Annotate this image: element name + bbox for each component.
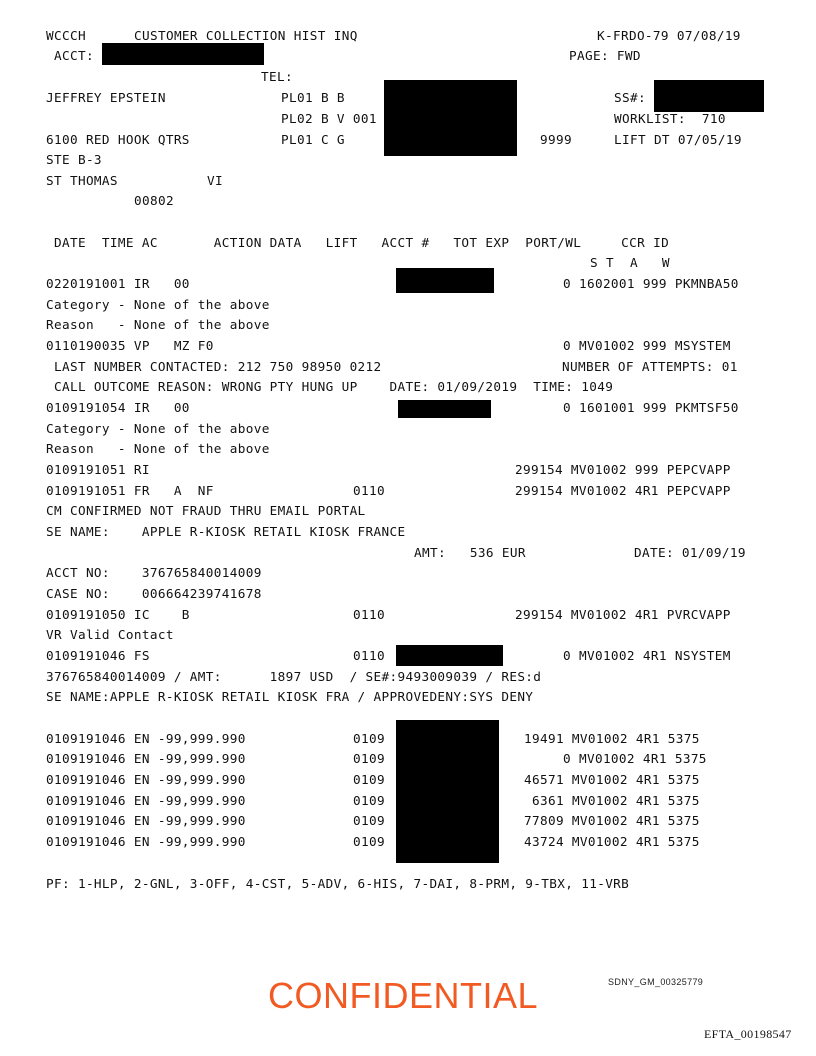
record-line: ACCT NO: 376765840014009 <box>46 565 262 580</box>
record-line: LAST NUMBER CONTACTED: 212 750 98950 0212 <box>46 359 382 374</box>
pl02-bv: PL02 B V 001 <box>281 111 377 126</box>
record-line: 299154 MV01002 4R1 PEPCVAPP <box>515 483 731 498</box>
record-line: AMT: 536 EUR <box>414 545 526 560</box>
ss-label: SS#: <box>614 90 646 105</box>
record-line: CASE NO: 006664239741678 <box>46 586 262 601</box>
tel-label: TEL: <box>261 69 293 84</box>
en-row-right: 6361 MV01002 4R1 5375 <box>532 793 700 808</box>
record-line: 0109191054 IR 00 <box>46 400 190 415</box>
customer-name: JEFFREY EPSTEIN <box>46 90 166 105</box>
lift-date: LIFT DT 07/05/19 <box>614 132 742 147</box>
en-row-lift: 0109 <box>353 751 385 766</box>
redaction-box <box>654 80 764 112</box>
code-9999: 9999 <box>540 132 572 147</box>
redaction-box <box>396 720 499 863</box>
record-line: 376765840014009 / AMT: 1897 USD / SE#:9493009039 / RES:d <box>46 669 542 684</box>
address-line2: STE B-3 <box>46 152 102 167</box>
en-row-lift: 0109 <box>353 813 385 828</box>
page-label: PAGE: FWD <box>569 48 641 63</box>
redaction-box <box>398 400 491 418</box>
record-line: DATE: 01/09/19 <box>634 545 746 560</box>
screen-code: WCCCH <box>46 28 86 43</box>
en-row-left: 0109191046 EN -99,999.990 <box>46 834 246 849</box>
record-line: CALL OUTCOME REASON: WRONG PTY HUNG UP DATE: 01/09/2019 TIME: 1049 <box>46 379 614 394</box>
efta-number: EFTA_00198547 <box>704 1027 792 1041</box>
en-row-lift: 0109 <box>353 834 385 849</box>
address-line1: 6100 RED HOOK QTRS <box>46 132 190 147</box>
record-line: Category - None of the above <box>46 297 270 312</box>
state: VI <box>207 173 223 188</box>
city: ST THOMAS <box>46 173 118 188</box>
record-line: 0 MV01002 4R1 NSYSTEM <box>563 648 731 663</box>
en-row-left: 0109191046 EN -99,999.990 <box>46 751 246 766</box>
bates-number: SDNY_GM_00325779 <box>608 977 704 987</box>
record-line: 0 MV01002 999 MSYSTEM <box>563 338 731 353</box>
record-line: 0109191050 IC B <box>46 607 190 622</box>
worklist: WORKLIST: 710 <box>614 111 726 126</box>
en-row-lift: 0109 <box>353 772 385 787</box>
record-line: 299154 MV01002 4R1 PVRCVAPP <box>515 607 731 622</box>
en-row-right: 77809 MV01002 4R1 5375 <box>524 813 700 828</box>
record-line: 0110190035 VP MZ F0 <box>46 338 214 353</box>
pl01-cg: PL01 C G <box>281 132 345 147</box>
en-row-left: 0109191046 EN -99,999.990 <box>46 772 246 787</box>
record-line: NUMBER OF ATTEMPTS: 01 <box>562 359 738 374</box>
confidential-stamp: CONFIDENTIAL <box>268 975 539 1016</box>
record-line: 0 1601001 999 PKMTSF50 <box>563 400 739 415</box>
record-line: 0109191051 FR A NF <box>46 483 214 498</box>
en-row-lift: 0109 <box>353 793 385 808</box>
record-line: 0109191051 RI <box>46 462 150 477</box>
record-line: 0110 <box>353 648 385 663</box>
column-header: DATE TIME AC ACTION DATA LIFT ACCT # TOT EXP PORT/WL CCR ID <box>46 235 670 250</box>
zip: 00802 <box>134 193 174 208</box>
pf-keys-line: PF: 1-HLP, 2-GNL, 3-OFF, 4-CST, 5-ADV, 6-HIS, 7-DAI, 8-PRM, 9-TBX, 11-VRB <box>46 876 630 891</box>
record-line: 299154 MV01002 999 PEPCVAPP <box>515 462 731 477</box>
record-line: VR Valid Contact <box>46 627 174 642</box>
record-line: 0110 <box>353 607 385 622</box>
en-row-right: 0 MV01002 4R1 5375 <box>563 751 707 766</box>
en-row-right: 46571 MV01002 4R1 5375 <box>524 772 700 787</box>
record-line: Reason - None of the above <box>46 317 270 332</box>
en-row-lift: 0109 <box>353 731 385 746</box>
record-line: 0 1602001 999 PKMNBA50 <box>563 276 739 291</box>
en-row-left: 0109191046 EN -99,999.990 <box>46 813 246 828</box>
redaction-box <box>102 43 264 65</box>
en-row-left: 0109191046 EN -99,999.990 <box>46 731 246 746</box>
record-line: CM CONFIRMED NOT FRAUD THRU EMAIL PORTAL <box>46 503 366 518</box>
redaction-box <box>384 80 517 156</box>
pl01-bb: PL01 B B <box>281 90 345 105</box>
redaction-box <box>396 645 503 666</box>
en-row-right: 19491 MV01002 4R1 5375 <box>524 731 700 746</box>
en-row-right: 43724 MV01002 4R1 5375 <box>524 834 700 849</box>
redaction-box <box>396 268 494 293</box>
en-row-left: 0109191046 EN -99,999.990 <box>46 793 246 808</box>
screen-title: CUSTOMER COLLECTION HIST INQ <box>134 28 358 43</box>
screen-id-date: K-FRDO-79 07/08/19 <box>597 28 741 43</box>
record-line: 0109191046 FS <box>46 648 150 663</box>
record-line: 0220191001 IR 00 <box>46 276 190 291</box>
record-line: 0110 <box>353 483 385 498</box>
record-line: Reason - None of the above <box>46 441 270 456</box>
record-line: SE NAME: APPLE R-KIOSK RETAIL KIOSK FRANCE <box>46 524 406 539</box>
column-subheader: S T A W <box>590 255 670 270</box>
record-line: SE NAME:APPLE R-KIOSK RETAIL KIOSK FRA / APPROVEDENY:SYS DENY <box>46 689 534 704</box>
record-line: Category - None of the above <box>46 421 270 436</box>
acct-label: ACCT: <box>54 48 94 63</box>
